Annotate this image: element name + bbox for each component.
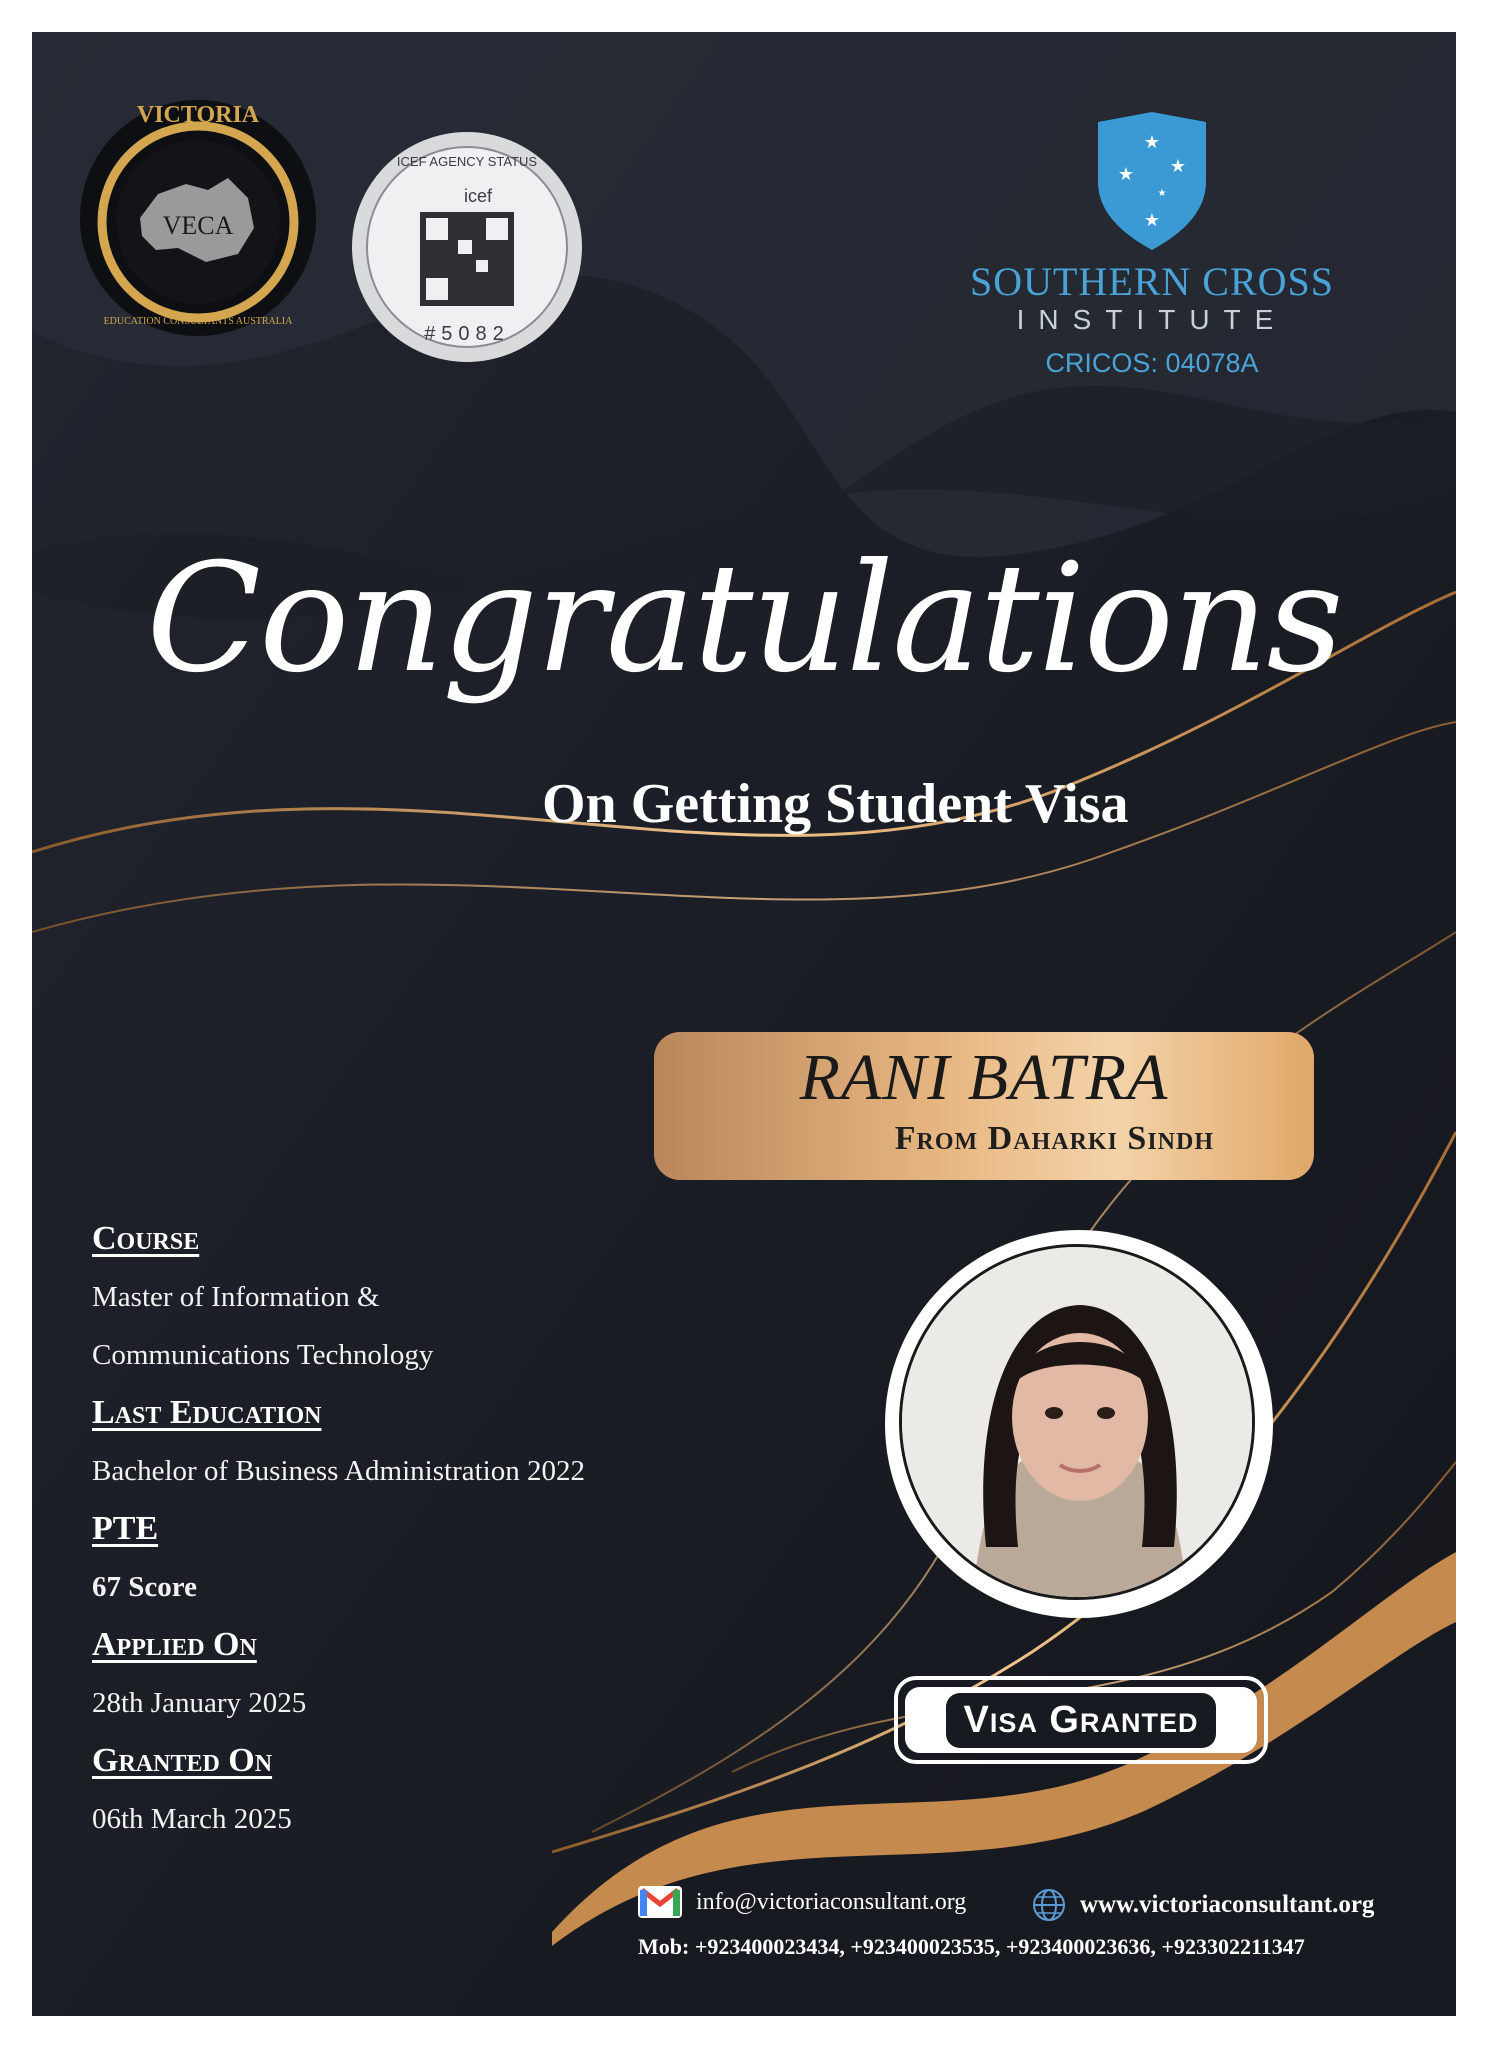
icef-badge (350, 130, 584, 364)
svg-text:★: ★ (1117, 164, 1135, 184)
svg-text:★: ★ (1143, 132, 1161, 152)
svg-text:VECA: VECA (162, 211, 234, 240)
course-line-2: Communications Technology (92, 1339, 434, 1371)
gmail-icon (638, 1886, 682, 1918)
svg-text:ICEF AGENCY STATUS: ICEF AGENCY STATUS (396, 154, 538, 169)
applied-on-value: 28th January 2025 (92, 1687, 307, 1719)
svg-text:★: ★ (1169, 156, 1187, 176)
southern-cross-shield-icon (1092, 112, 1212, 252)
footer-website[interactable] (1032, 1888, 1374, 1922)
pte-value: 67 Score (92, 1571, 197, 1603)
svg-text:#5082: #5082 (424, 323, 510, 345)
student-photo (899, 1244, 1255, 1600)
congratulations-poster (32, 32, 1456, 2016)
granted-on-value: 06th March 2025 (92, 1803, 292, 1835)
course-label: Course (92, 1220, 200, 1257)
email-text: info@victoriaconsultant.org (696, 1888, 967, 1915)
congratulations-title: Congratulations (146, 532, 1342, 706)
svg-text:EDUCATION CONSULTANTS AUSTRALI: EDUCATION CONSULTANTS AUSTRALIA (103, 316, 293, 327)
globe-icon (1032, 1888, 1066, 1922)
student-name: RANI BATRA (799, 1041, 1169, 1114)
student-photo-frame (885, 1230, 1273, 1618)
southern-cross-institute: INSTITUTE (1016, 304, 1288, 335)
cricos-code: CRICOS: 04078A (1045, 348, 1259, 378)
svg-text:★: ★ (1143, 210, 1161, 230)
website-text: www.victoriaconsultant.org (1080, 1891, 1375, 1918)
course-line-1: Master of Information & (92, 1281, 380, 1313)
applied-on-label: Applied On (92, 1626, 257, 1663)
svg-text:VICTORIA: VICTORIA (136, 102, 260, 128)
pte-label: PTE (92, 1510, 159, 1547)
southern-cross-name: SOUTHERN CROSS (969, 259, 1335, 304)
footer-mobile: Mob: +923400023434, +923400023535, +923400023636, +923302211347 (638, 1934, 1305, 1959)
last-education-value: Bachelor of Business Administration 2022 (92, 1455, 585, 1487)
student-details (92, 1210, 792, 1848)
svg-text:★: ★ (1157, 188, 1167, 199)
student-origin: From Daharki Sindh (894, 1120, 1214, 1157)
subtitle: On Getting Student Visa (542, 773, 1129, 835)
granted-on-label: Granted On (92, 1742, 273, 1779)
student-nameplate (654, 1032, 1314, 1180)
visa-granted-badge (894, 1676, 1268, 1764)
visa-granted-label: Visa Granted (946, 1693, 1217, 1748)
svg-text:icef: icef (463, 186, 493, 206)
footer-email[interactable] (638, 1886, 966, 1918)
veca-logo (78, 98, 318, 338)
last-education-label: Last Education (92, 1394, 322, 1431)
